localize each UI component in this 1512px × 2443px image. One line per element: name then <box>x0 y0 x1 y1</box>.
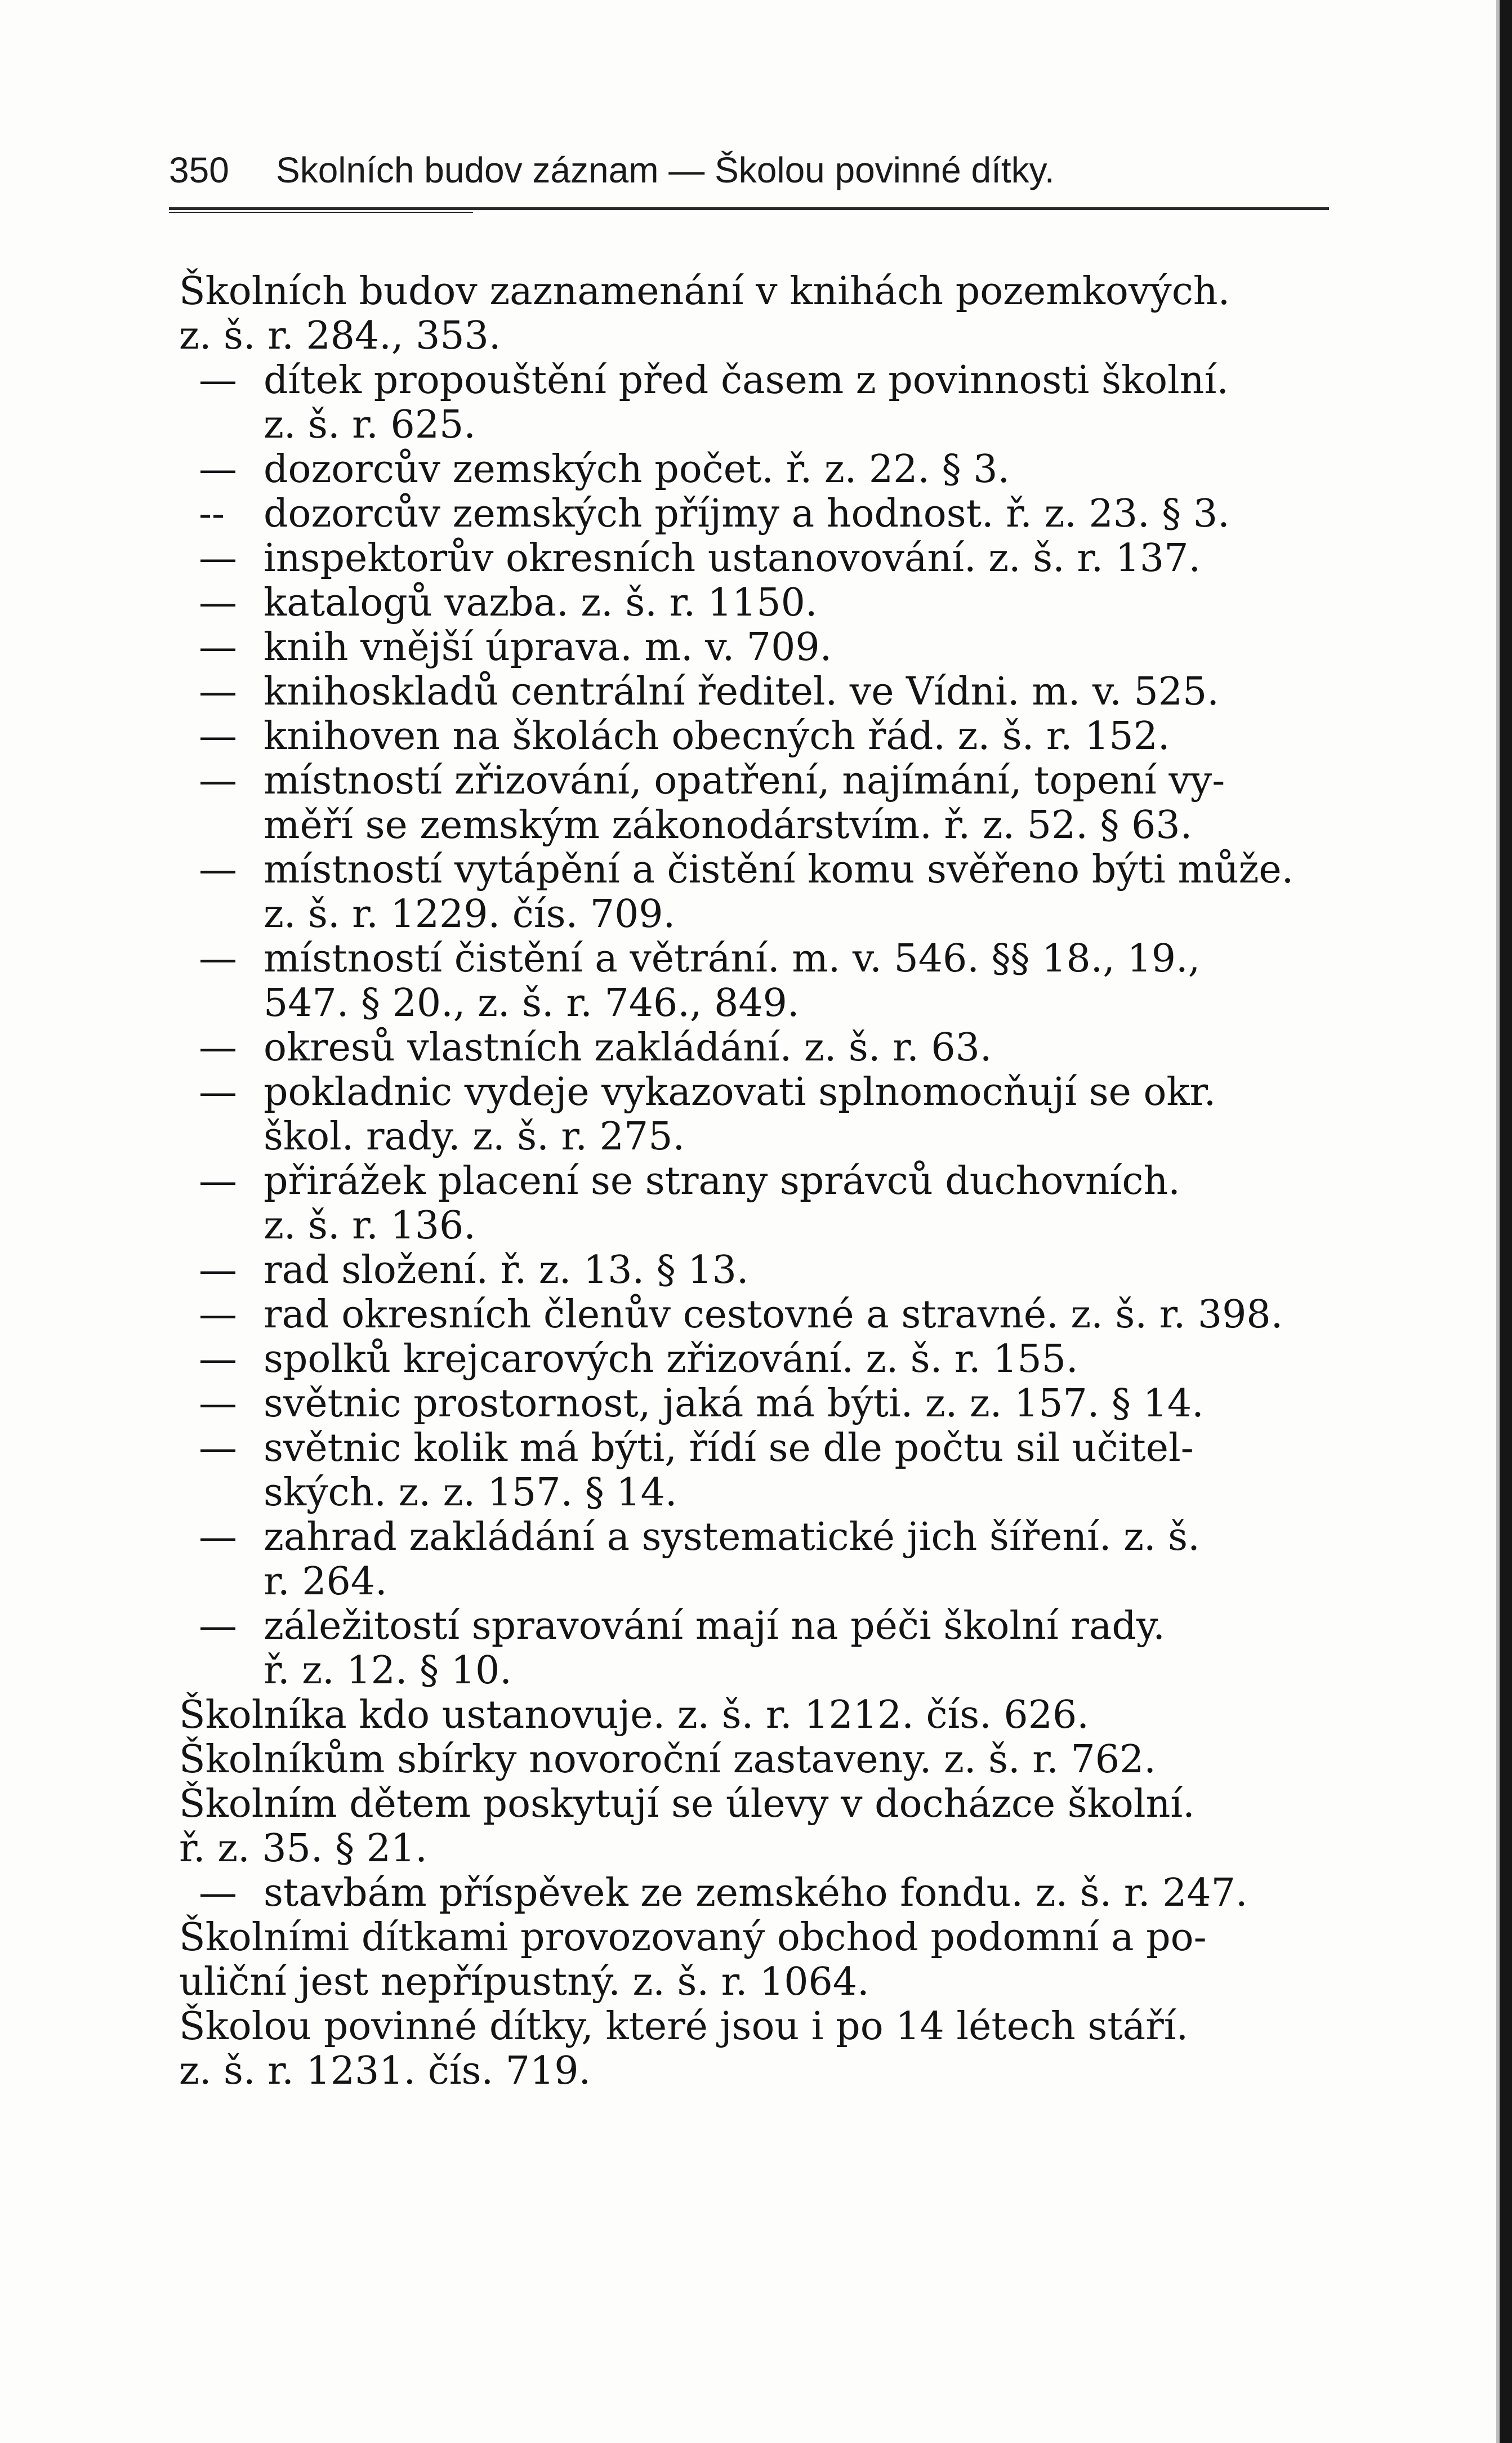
index-entry-sub <box>179 1292 1350 1337</box>
entry-dash: — <box>199 714 237 759</box>
entry-line: z. š. r. 625. <box>264 403 476 447</box>
entry-dash: — <box>199 1292 237 1337</box>
entry-line: dozorcův zemských počet. ř. z. 22. § 3. <box>264 447 1010 492</box>
index-entry-main <box>179 1693 1350 1737</box>
entry-line: Školních budov zaznamenání v knihách pozemkových. <box>179 269 1230 314</box>
index-entry-sub <box>179 1426 1350 1515</box>
entry-dash: — <box>199 1871 237 1915</box>
entry-line: záležitostí spravování mají na péči školní rady. <box>264 1604 1165 1648</box>
entry-line: z. š. r. 136. <box>264 1203 476 1248</box>
index-entry-main <box>179 1782 1350 1871</box>
index-entry-sub <box>179 1026 1350 1070</box>
index-entry-sub <box>179 1515 1350 1604</box>
index-entries <box>179 269 1350 2093</box>
entry-line: rad složení. ř. z. 13. § 13. <box>264 1248 749 1292</box>
entry-line: inspektorův okresních ustanovování. z. š. r. 137. <box>264 536 1201 581</box>
entry-dash: — <box>199 581 237 625</box>
entry-line: Školníkům sbírky novoroční zastaveny. z. š. r. 762. <box>179 1737 1156 1782</box>
entry-line: Školou povinné dítky, které jsou i po 14 létech stáří. <box>179 2004 1189 2049</box>
index-entry-sub <box>179 714 1350 759</box>
entry-dash: — <box>199 1026 237 1070</box>
entry-line: dozorcův zemských příjmy a hodnost. ř. z. 23. § 3. <box>264 492 1230 536</box>
entry-line: měří se zemským zákonodárstvím. ř. z. 52. § 63. <box>264 803 1193 848</box>
entry-dash: — <box>199 1159 237 1203</box>
entry-line: uliční jest nepřípustný. z. š. r. 1064. <box>179 1960 869 2004</box>
index-entry-sub <box>179 937 1350 1026</box>
index-entry-sub <box>179 581 1350 625</box>
index-entry-sub <box>179 358 1350 447</box>
entry-line: Školníka kdo ustanovuje. z. š. r. 1212. čís. 626. <box>179 1693 1089 1737</box>
entry-dash: — <box>199 1426 237 1470</box>
index-entry-sub <box>179 1248 1350 1292</box>
entry-dash: — <box>199 536 237 581</box>
entry-line: knih vnější úprava. m. v. 709. <box>264 625 832 670</box>
index-entry-main <box>179 269 1350 358</box>
index-entry-sub <box>179 1070 1350 1159</box>
entry-line: 547. § 20., z. š. r. 746., 849. <box>264 981 800 1026</box>
book-spine-edge <box>1500 0 1512 2443</box>
entry-dash: — <box>199 1604 237 1648</box>
entry-dash: — <box>199 848 237 892</box>
running-title: Skolních budov záznam — Školou povinné dítky. <box>276 150 1055 190</box>
entry-line: místností čistění a větrání. m. v. 546. §§ 18., 19., <box>264 937 1201 981</box>
entry-line: knihoskladů centrální ředitel. ve Vídni. m. v. 525. <box>264 670 1219 714</box>
entry-dash: — <box>199 1381 237 1426</box>
index-entry-main <box>179 2004 1350 2093</box>
entry-line: Školním dětem poskytují se úlevy v docházce školní. <box>179 1782 1195 1826</box>
entry-line: knihoven na školách obecných řád. z. š. r. 152. <box>264 714 1170 759</box>
index-entry-main <box>179 1737 1350 1782</box>
entry-line: okresů vlastních zakládání. z. š. r. 63. <box>264 1026 992 1070</box>
entry-line: Školními dítkami provozovaný obchod podomní a po- <box>179 1915 1207 1960</box>
index-entry-sub <box>179 1337 1350 1381</box>
entry-dash: — <box>199 937 237 981</box>
entry-dash: — <box>199 358 237 403</box>
entry-dash: — <box>199 625 237 670</box>
index-entry-sub <box>179 848 1350 937</box>
entry-line: z. š. r. 1231. čís. 719. <box>179 2049 591 2093</box>
entry-line: místností zřizování, opatření, najímání, topení vy- <box>264 759 1225 803</box>
entry-line: zahrad zakládání a systematické jich šíření. z. š. <box>264 1515 1200 1559</box>
index-entry-sub <box>179 492 1350 536</box>
entry-line: z. š. r. 284., 353. <box>179 314 501 358</box>
index-entry-sub <box>179 1604 1350 1693</box>
entry-line: dítek propouštění před časem z povinnosti školní. <box>264 358 1229 403</box>
index-entry-sub <box>179 1871 1350 1915</box>
index-entry-sub <box>179 670 1350 714</box>
entry-line: světnic kolik má býti, řídí se dle počtu sil učitel- <box>264 1426 1194 1470</box>
entry-dash: — <box>199 1070 237 1114</box>
entry-line: r. 264. <box>264 1559 387 1604</box>
page-number: 350 <box>169 150 229 190</box>
entry-line: ř. z. 35. § 21. <box>179 1826 427 1871</box>
entry-line: světnic prostornost, jaká má býti. z. z. 157. § 14. <box>264 1381 1204 1426</box>
entry-line: rad okresních členův cestovné a stravné. z. š. r. 398. <box>264 1292 1283 1337</box>
index-entry-sub <box>179 1381 1350 1426</box>
index-entry-sub <box>179 759 1350 848</box>
index-entry-sub <box>179 447 1350 492</box>
running-header <box>169 148 1329 193</box>
entry-dash: — <box>199 670 237 714</box>
entry-dash: — <box>199 759 237 803</box>
entry-dash: -- <box>199 492 225 536</box>
header-rule <box>169 207 1329 210</box>
index-entry-main <box>179 1915 1350 2004</box>
entry-line: místností vytápění a čistění komu svěřeno býti může. <box>264 848 1294 892</box>
entry-line: z. š. r. 1229. čís. 709. <box>264 892 676 937</box>
entry-dash: — <box>199 447 237 492</box>
index-entry-sub <box>179 625 1350 670</box>
entry-line: přirážek placení se strany správců duchovních. <box>264 1159 1180 1203</box>
entry-dash: — <box>199 1248 237 1292</box>
index-entry-sub <box>179 1159 1350 1248</box>
entry-line: ř. z. 12. § 10. <box>264 1648 512 1693</box>
entry-line: katalogů vazba. z. š. r. 1150. <box>264 581 818 625</box>
entry-line: stavbám příspěvek ze zemského fondu. z. š. r. 247. <box>264 1871 1248 1915</box>
entry-dash: — <box>199 1515 237 1559</box>
entry-dash: — <box>199 1337 237 1381</box>
entry-line: škol. rady. z. š. r. 275. <box>264 1114 685 1159</box>
entry-line: pokladnic vydeje vykazovati splnomocňují se okr. <box>264 1070 1216 1114</box>
index-entry-sub <box>179 536 1350 581</box>
entry-line: ských. z. z. 157. § 14. <box>264 1470 677 1515</box>
entry-line: spolků krejcarových zřizování. z. š. r. 155. <box>264 1337 1078 1381</box>
